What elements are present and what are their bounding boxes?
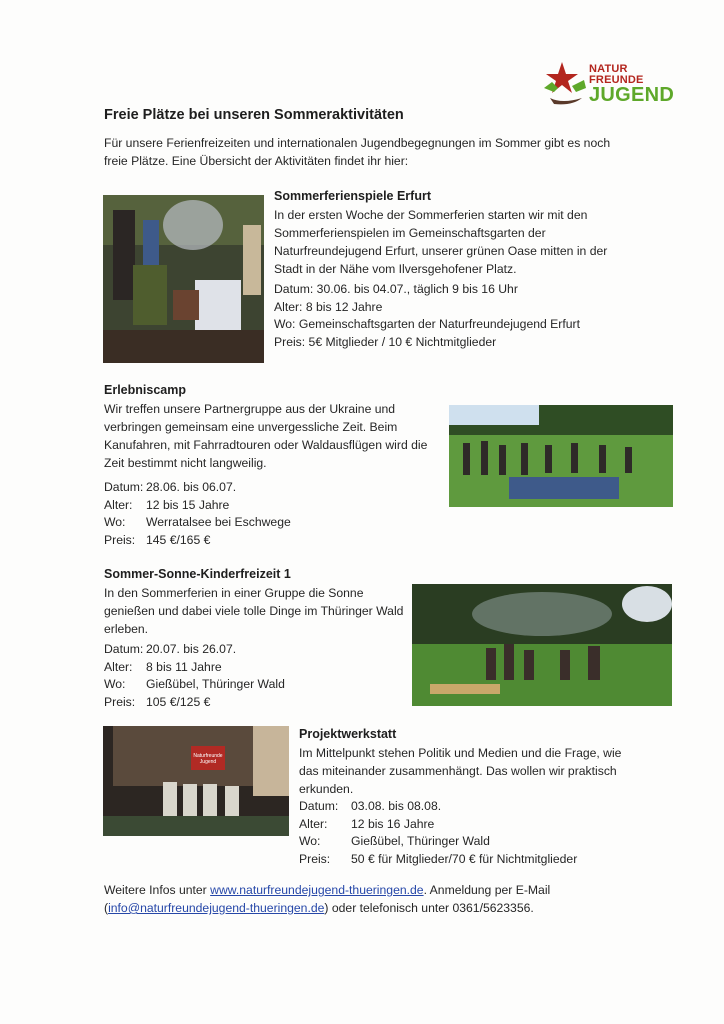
section-info-kinderfreizeit <box>104 641 285 711</box>
website-link[interactable]: www.naturfreundejugend-thueringen.de <box>210 883 424 897</box>
info-row: Alter: 12 bis 15 Jahre <box>104 497 230 512</box>
footer-text-mid: . Anmeldung per E-Mail <box>423 883 551 897</box>
footer-text-post: oder telefonisch unter 0361/5623356. <box>328 901 534 915</box>
naturfreundejugend-logo <box>542 58 682 108</box>
footer-paren-open: ( <box>104 901 109 915</box>
info-row: Preis: 145 €/165 € <box>104 532 211 547</box>
section-title-sommerferienspiele: Sommerferienspiele Erfurt <box>274 189 431 203</box>
logo-emblem-icon <box>542 58 590 108</box>
section-info-projektwerkstatt <box>299 798 577 868</box>
intro-text: Für unsere Ferienfreizeiten und internationalen Jugendbegegnungen im Sommer gibt es noch freie Plätze. Eine Übersicht der Aktivitäten findet ihr hier: <box>104 136 611 168</box>
info-row: Alter: 8 bis 11 Jahre <box>104 659 222 674</box>
footer-contact <box>104 881 644 917</box>
logo-text-natur: NATUR <box>589 63 628 75</box>
section-info-sommerferienspiele <box>274 281 634 351</box>
info-datum: Datum: 30.06. bis 04.07., täglich 9 bis 16 Uhr <box>274 282 518 296</box>
info-alter: Alter: 8 bis 12 Jahre <box>274 299 383 314</box>
info-row: Alter: 12 bis 16 Jahre <box>299 816 435 831</box>
photo-campfire <box>103 195 264 363</box>
section-text-erlebniscamp: Wir treffen unsere Partnergruppe aus der Ukraine und verbringen gemeinsam eine unvergessliche Zeit. Beim Kanufahren, mit Fahrradtouren oder Waldausflügen wird die Zeit bestimmt nicht langweilig. <box>104 402 428 470</box>
info-row: Wo: Gießübel, Thüringer Wald <box>104 677 285 691</box>
section-text-projektwerkstatt: Im Mittelpunkt stehen Politik und Medien und die Frage, wie das miteinander zusammenhängt. Das wollen wir praktisch erkunden. <box>299 746 622 796</box>
photo-projektwerkstatt <box>103 726 289 836</box>
email-link[interactable]: info@naturfreundejugend-thueringen.de <box>108 901 325 915</box>
banner-text: Naturfreunde Jugend <box>193 753 223 765</box>
logo-text-jugend: JUGEND <box>589 84 675 106</box>
info-row: Datum: 28.06. bis 06.07. <box>104 480 237 494</box>
info-row: Datum: 03.08. bis 08.08. <box>299 799 442 813</box>
section-title-erlebniscamp: Erlebniscamp <box>104 383 186 397</box>
section-text-kinderfreizeit: In den Sommerferien in einer Gruppe die Sonne genießen und dabei viele tolle Dinge im Thüringer Wald erleben. <box>104 586 404 636</box>
section-title-kinderfreizeit: Sommer-Sonne-Kinderfreizeit 1 <box>104 567 291 581</box>
info-row: Wo: Gießübel, Thüringer Wald <box>299 834 490 848</box>
logo-text-freunde: FREUNDE <box>589 74 644 86</box>
info-row: Preis: 50 € für Mitglieder/70 € für Nichtmitglieder <box>299 851 578 866</box>
info-row: Datum: 20.07. bis 26.07. <box>104 642 237 656</box>
section-text-sommerferienspiele: In der ersten Woche der Sommerferien starten wir mit den Sommerferienspielen im Gemeinschaftsgarten der Naturfreundejugend Erfurt, unserer grünen Oase mitten in der Stadt in der Nähe vom Ilversgehofener Platz. <box>274 208 608 276</box>
footer-text-pre: Weitere Infos unter <box>104 883 211 897</box>
section-info-erlebniscamp <box>104 479 291 549</box>
photo-kinderfreizeit-meadow <box>412 584 672 706</box>
info-preis: Preis: 5€ Mitglieder / 10 € Nichtmitglieder <box>274 334 497 349</box>
info-wo: Wo: Gemeinschaftsgarten der Naturfreundejugend Erfurt <box>274 317 580 331</box>
page-title: Freie Plätze bei unseren Sommeraktivitäten <box>104 107 404 123</box>
info-row: Preis: 105 €/125 € <box>104 694 211 709</box>
photo-erlebniscamp-group <box>449 405 673 507</box>
section-title-projektwerkstatt: Projektwerkstatt <box>299 727 397 741</box>
footer-paren-close: ) <box>324 901 329 915</box>
info-row: Wo: Werratalsee bei Eschwege <box>104 515 291 529</box>
